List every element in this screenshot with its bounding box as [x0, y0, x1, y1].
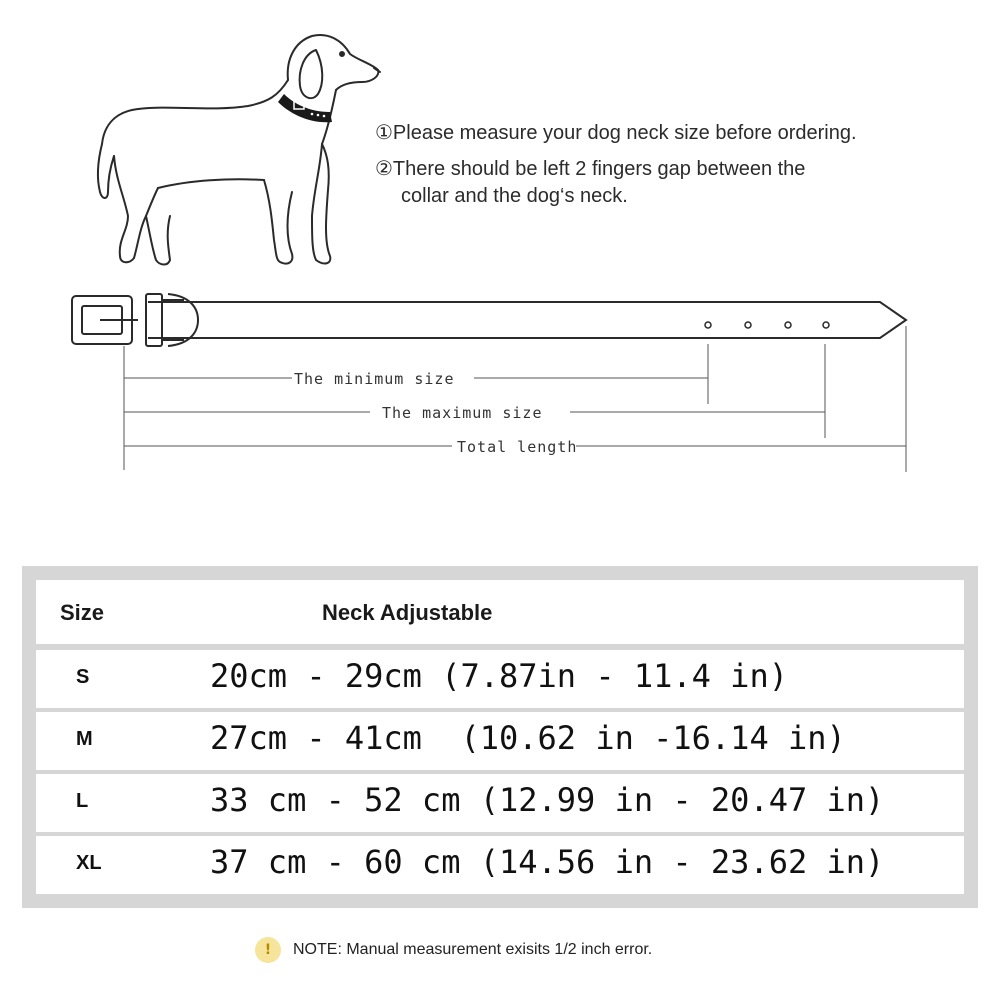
size-cell: XL: [76, 852, 102, 874]
table-header-row: [36, 580, 964, 644]
range-cell: 27cm - 41cm (10.62 in -16.14 in): [210, 719, 846, 757]
note-text: NOTE: Manual measurement exisits 1/2 inch error.: [293, 941, 653, 958]
instruction-measure-neck: ①Please measure your dog neck size before ordering.: [375, 122, 857, 144]
size-cell: M: [76, 728, 93, 750]
table-row: [36, 712, 964, 770]
note: [255, 936, 652, 964]
maximum-size-label: The maximum size: [382, 404, 543, 422]
range-cell: 37 cm - 60 cm (14.56 in - 23.62 in): [210, 843, 885, 881]
table-row: [36, 650, 964, 708]
header-size: Size: [60, 600, 105, 625]
table-row: [36, 836, 964, 894]
table-row: [36, 774, 964, 832]
collar-strap: [148, 302, 906, 338]
header-neck-adjustable: Neck Adjustable: [322, 600, 493, 625]
instruction-finger-gap: ②There should be left 2 fingers gap between the: [375, 158, 806, 180]
collar-on-dog: [278, 94, 332, 122]
minimum-size-label: The minimum size: [294, 370, 455, 388]
range-cell: 20cm - 29cm (7.87in - 11.4 in): [210, 657, 788, 695]
range-cell: 33 cm - 52 cm (12.99 in - 20.47 in): [210, 781, 885, 819]
dog-illustration: [80, 20, 400, 280]
collar-holes: [705, 322, 829, 328]
size-table: [22, 566, 978, 908]
collar-diagram: [60, 280, 940, 480]
total-length-label: Total length: [457, 438, 578, 456]
size-cell: L: [76, 790, 89, 812]
warning-icon: !: [255, 937, 281, 963]
size-cell: S: [76, 666, 90, 688]
instruction-finger-gap-continued: collar and the dog‘s neck.: [401, 185, 628, 207]
